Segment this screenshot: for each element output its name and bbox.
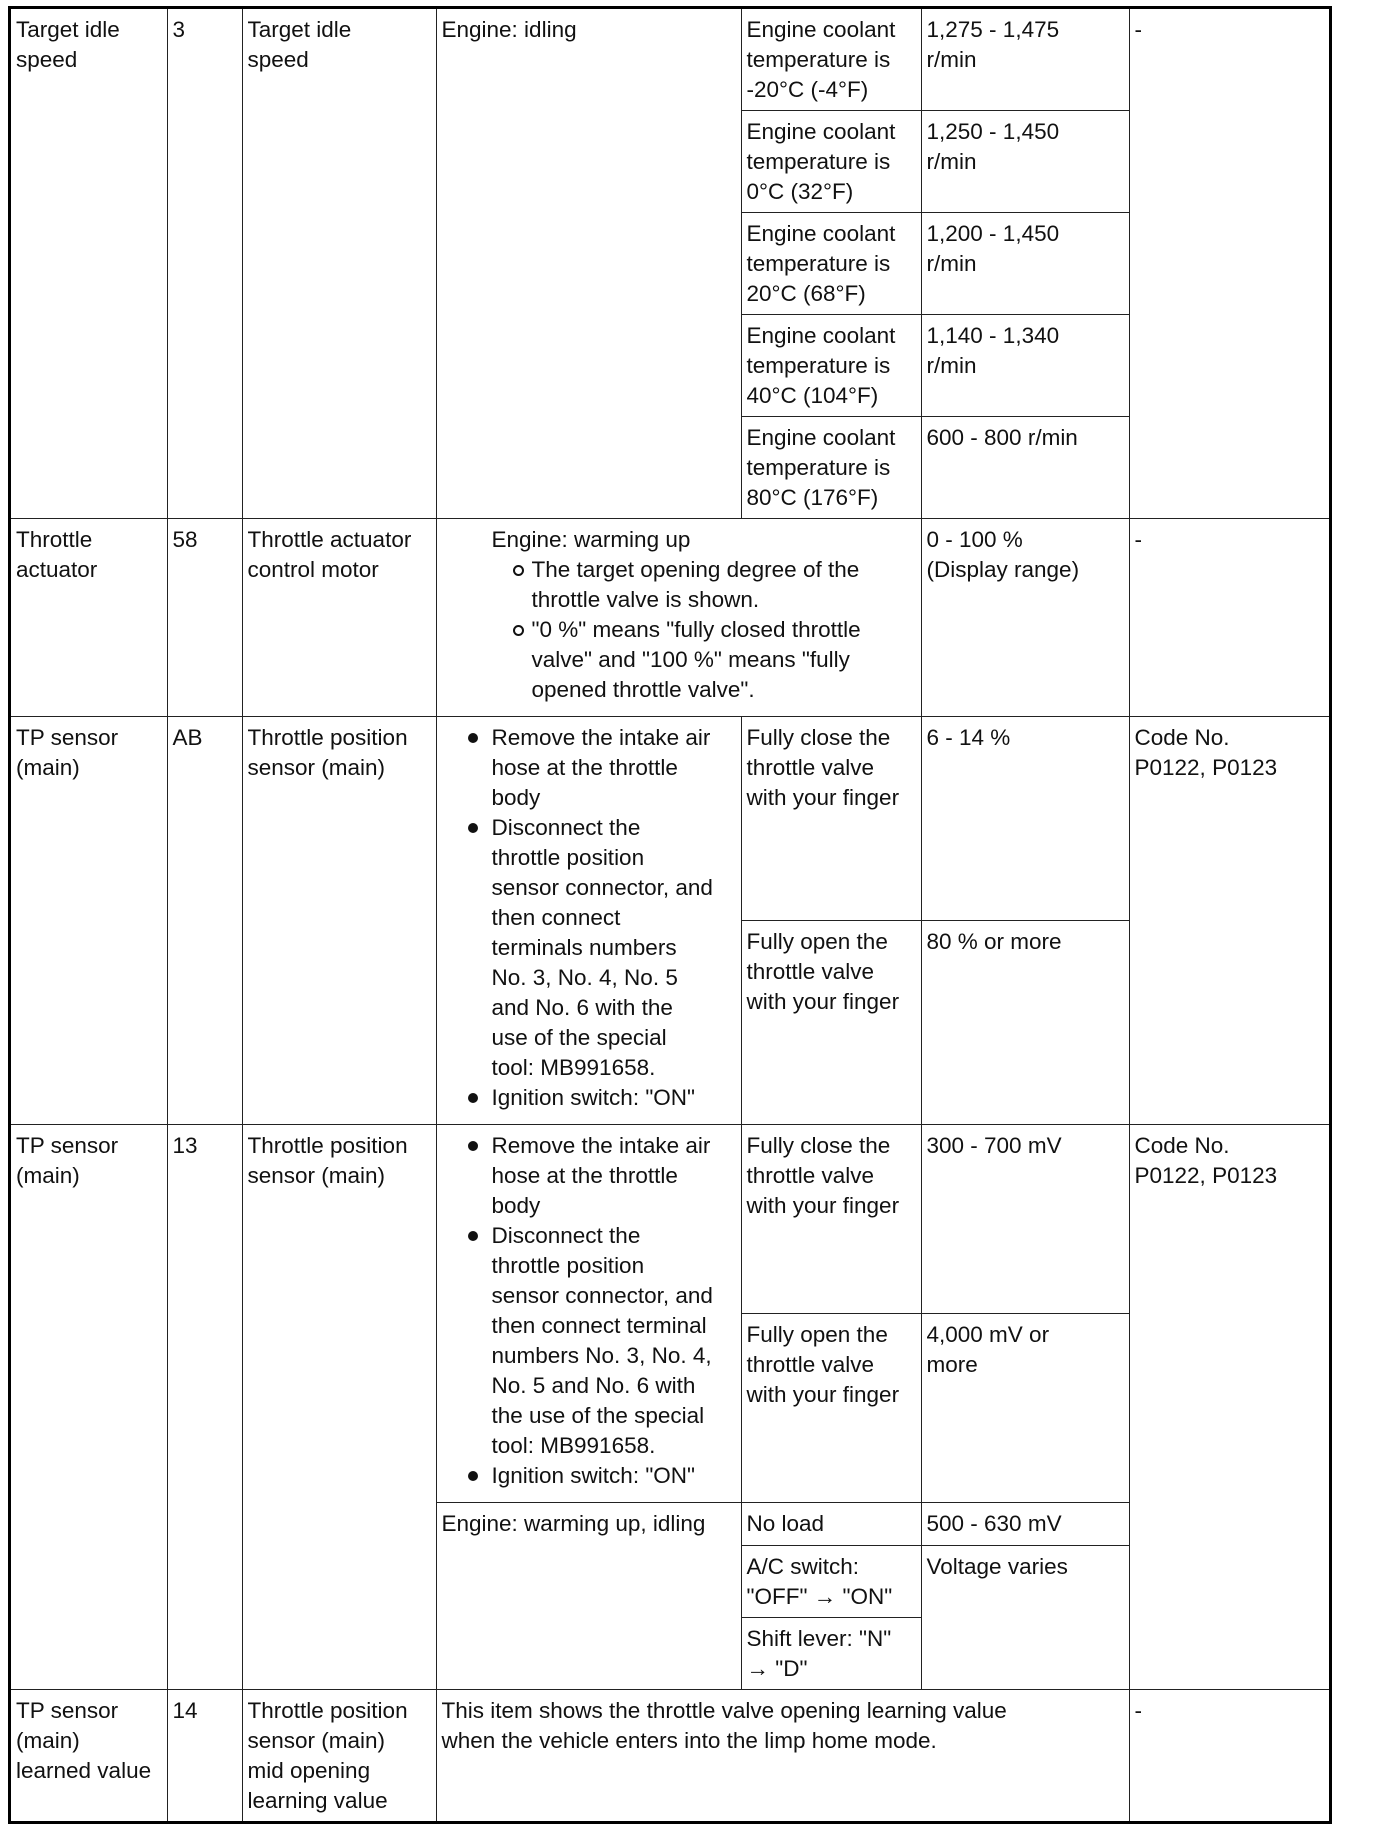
table-row — [11, 9, 1329, 110]
sub-condition: Engine coolant temperature is -20°C (-4°F) — [741, 9, 921, 110]
list-item: "0 %" means "fully closed throttle valve" and "100 %" means "fully opened throttle valve". — [442, 615, 916, 705]
table-row — [11, 716, 1329, 920]
item-name-cell: Throttle position sensor (main) mid opening learning value — [242, 1690, 436, 1821]
list-item: Ignition switch: "ON" — [442, 1083, 736, 1113]
sub-condition: Fully close the throttle valve with your finger — [741, 716, 921, 920]
inspection-condition: Engine: warming up, idling — [436, 1503, 741, 1690]
inspection-condition: Engine: idling — [436, 9, 741, 518]
sub-condition: No load — [741, 1503, 921, 1546]
item-name-cell: Throttle position sensor (main) — [242, 716, 436, 1124]
item-no-cell: AB — [167, 716, 242, 1124]
normal-value: 300 - 700 mV — [921, 1125, 1129, 1314]
normal-value: 0 - 100 % (Display range) — [921, 518, 1129, 716]
reference-cell: - — [1129, 518, 1329, 716]
condition-list — [442, 723, 736, 1113]
normal-value: 1,275 - 1,475 r/min — [921, 9, 1129, 110]
table-row — [11, 1690, 1329, 1821]
sub-condition: Fully open the throttle valve with your finger — [741, 920, 921, 1124]
list-item: Remove the intake air hose at the throttle body — [442, 1131, 736, 1221]
normal-value: 1,250 - 1,450 r/min — [921, 110, 1129, 212]
condition-notes — [442, 555, 916, 705]
normal-value: 80 % or more — [921, 920, 1129, 1124]
item-description: This item shows the throttle valve opening learning value when the vehicle enters into the limp home mode. — [436, 1690, 1129, 1821]
item-cell: Target idle speed — [11, 9, 167, 518]
inspection-condition: Engine: warming up The target opening degree of the throttle valve is shown. "0 %" means "fully closed throttle valve" and "100 %" means "fully opened throttle valve". — [436, 518, 921, 716]
sub-condition: A/C switch: "OFF" → "ON" — [741, 1546, 921, 1618]
list-item: The target opening degree of the throttle valve is shown. — [442, 555, 916, 615]
sub-condition: Fully close the throttle valve with your finger — [741, 1125, 921, 1314]
reference-cell: - — [1129, 1690, 1329, 1821]
reference-cell: Code No. P0122, P0123 — [1129, 716, 1329, 1124]
normal-value: 1,200 - 1,450 r/min — [921, 212, 1129, 314]
table-row — [11, 1125, 1329, 1314]
sub-condition: Engine coolant temperature is 20°C (68°F) — [741, 212, 921, 314]
item-no-cell: 13 — [167, 1125, 242, 1690]
normal-value: 500 - 630 mV — [921, 1503, 1129, 1546]
item-cell: TP sensor (main) — [11, 716, 167, 1124]
sub-condition: Engine coolant temperature is 40°C (104°F) — [741, 314, 921, 416]
list-item: Ignition switch: "ON" — [442, 1461, 736, 1491]
item-cell: TP sensor (main) — [11, 1125, 167, 1690]
normal-value: 6 - 14 % — [921, 716, 1129, 920]
normal-value: 4,000 mV or more — [921, 1314, 1129, 1503]
item-no-cell: 3 — [167, 9, 242, 518]
item-name-cell: Target idle speed — [242, 9, 436, 518]
spec-table-sheet — [8, 6, 1332, 1824]
normal-value: 1,140 - 1,340 r/min — [921, 314, 1129, 416]
sub-condition: Engine coolant temperature is 0°C (32°F) — [741, 110, 921, 212]
sub-condition: Shift lever: "N" → "D" — [741, 1618, 921, 1690]
list-item: Disconnect the throttle position sensor connector, and then connect terminals numbers No. 3, No. 4, No. 5 and No. 6 with the use of the special tool: MB991658. — [442, 813, 736, 1083]
inspection-condition — [436, 1125, 741, 1503]
normal-value: Voltage varies — [921, 1546, 1129, 1690]
item-cell: TP sensor (main) learned value — [11, 1690, 167, 1821]
inspection-condition — [436, 716, 741, 1124]
list-item: Disconnect the throttle position sensor connector, and then connect terminal numbers No. 3, No. 4, No. 5 and No. 6 with the use of the special tool: MB991658. — [442, 1221, 736, 1461]
condition-list — [442, 1131, 736, 1491]
item-name-cell: Throttle actuator control motor — [242, 518, 436, 716]
item-no-cell: 58 — [167, 518, 242, 716]
list-item: Remove the intake air hose at the throttle body — [442, 723, 736, 813]
sub-condition: Fully open the throttle valve with your finger — [741, 1314, 921, 1503]
item-no-cell: 14 — [167, 1690, 242, 1821]
item-name-cell: Throttle position sensor (main) — [242, 1125, 436, 1690]
reference-cell: - — [1129, 9, 1329, 518]
table-row — [11, 518, 1329, 716]
service-data-table — [11, 9, 1329, 1821]
reference-cell: Code No. P0122, P0123 — [1129, 1125, 1329, 1690]
normal-value: 600 - 800 r/min — [921, 416, 1129, 518]
sub-condition: Engine coolant temperature is 80°C (176°F) — [741, 416, 921, 518]
item-cell: Throttle actuator — [11, 518, 167, 716]
